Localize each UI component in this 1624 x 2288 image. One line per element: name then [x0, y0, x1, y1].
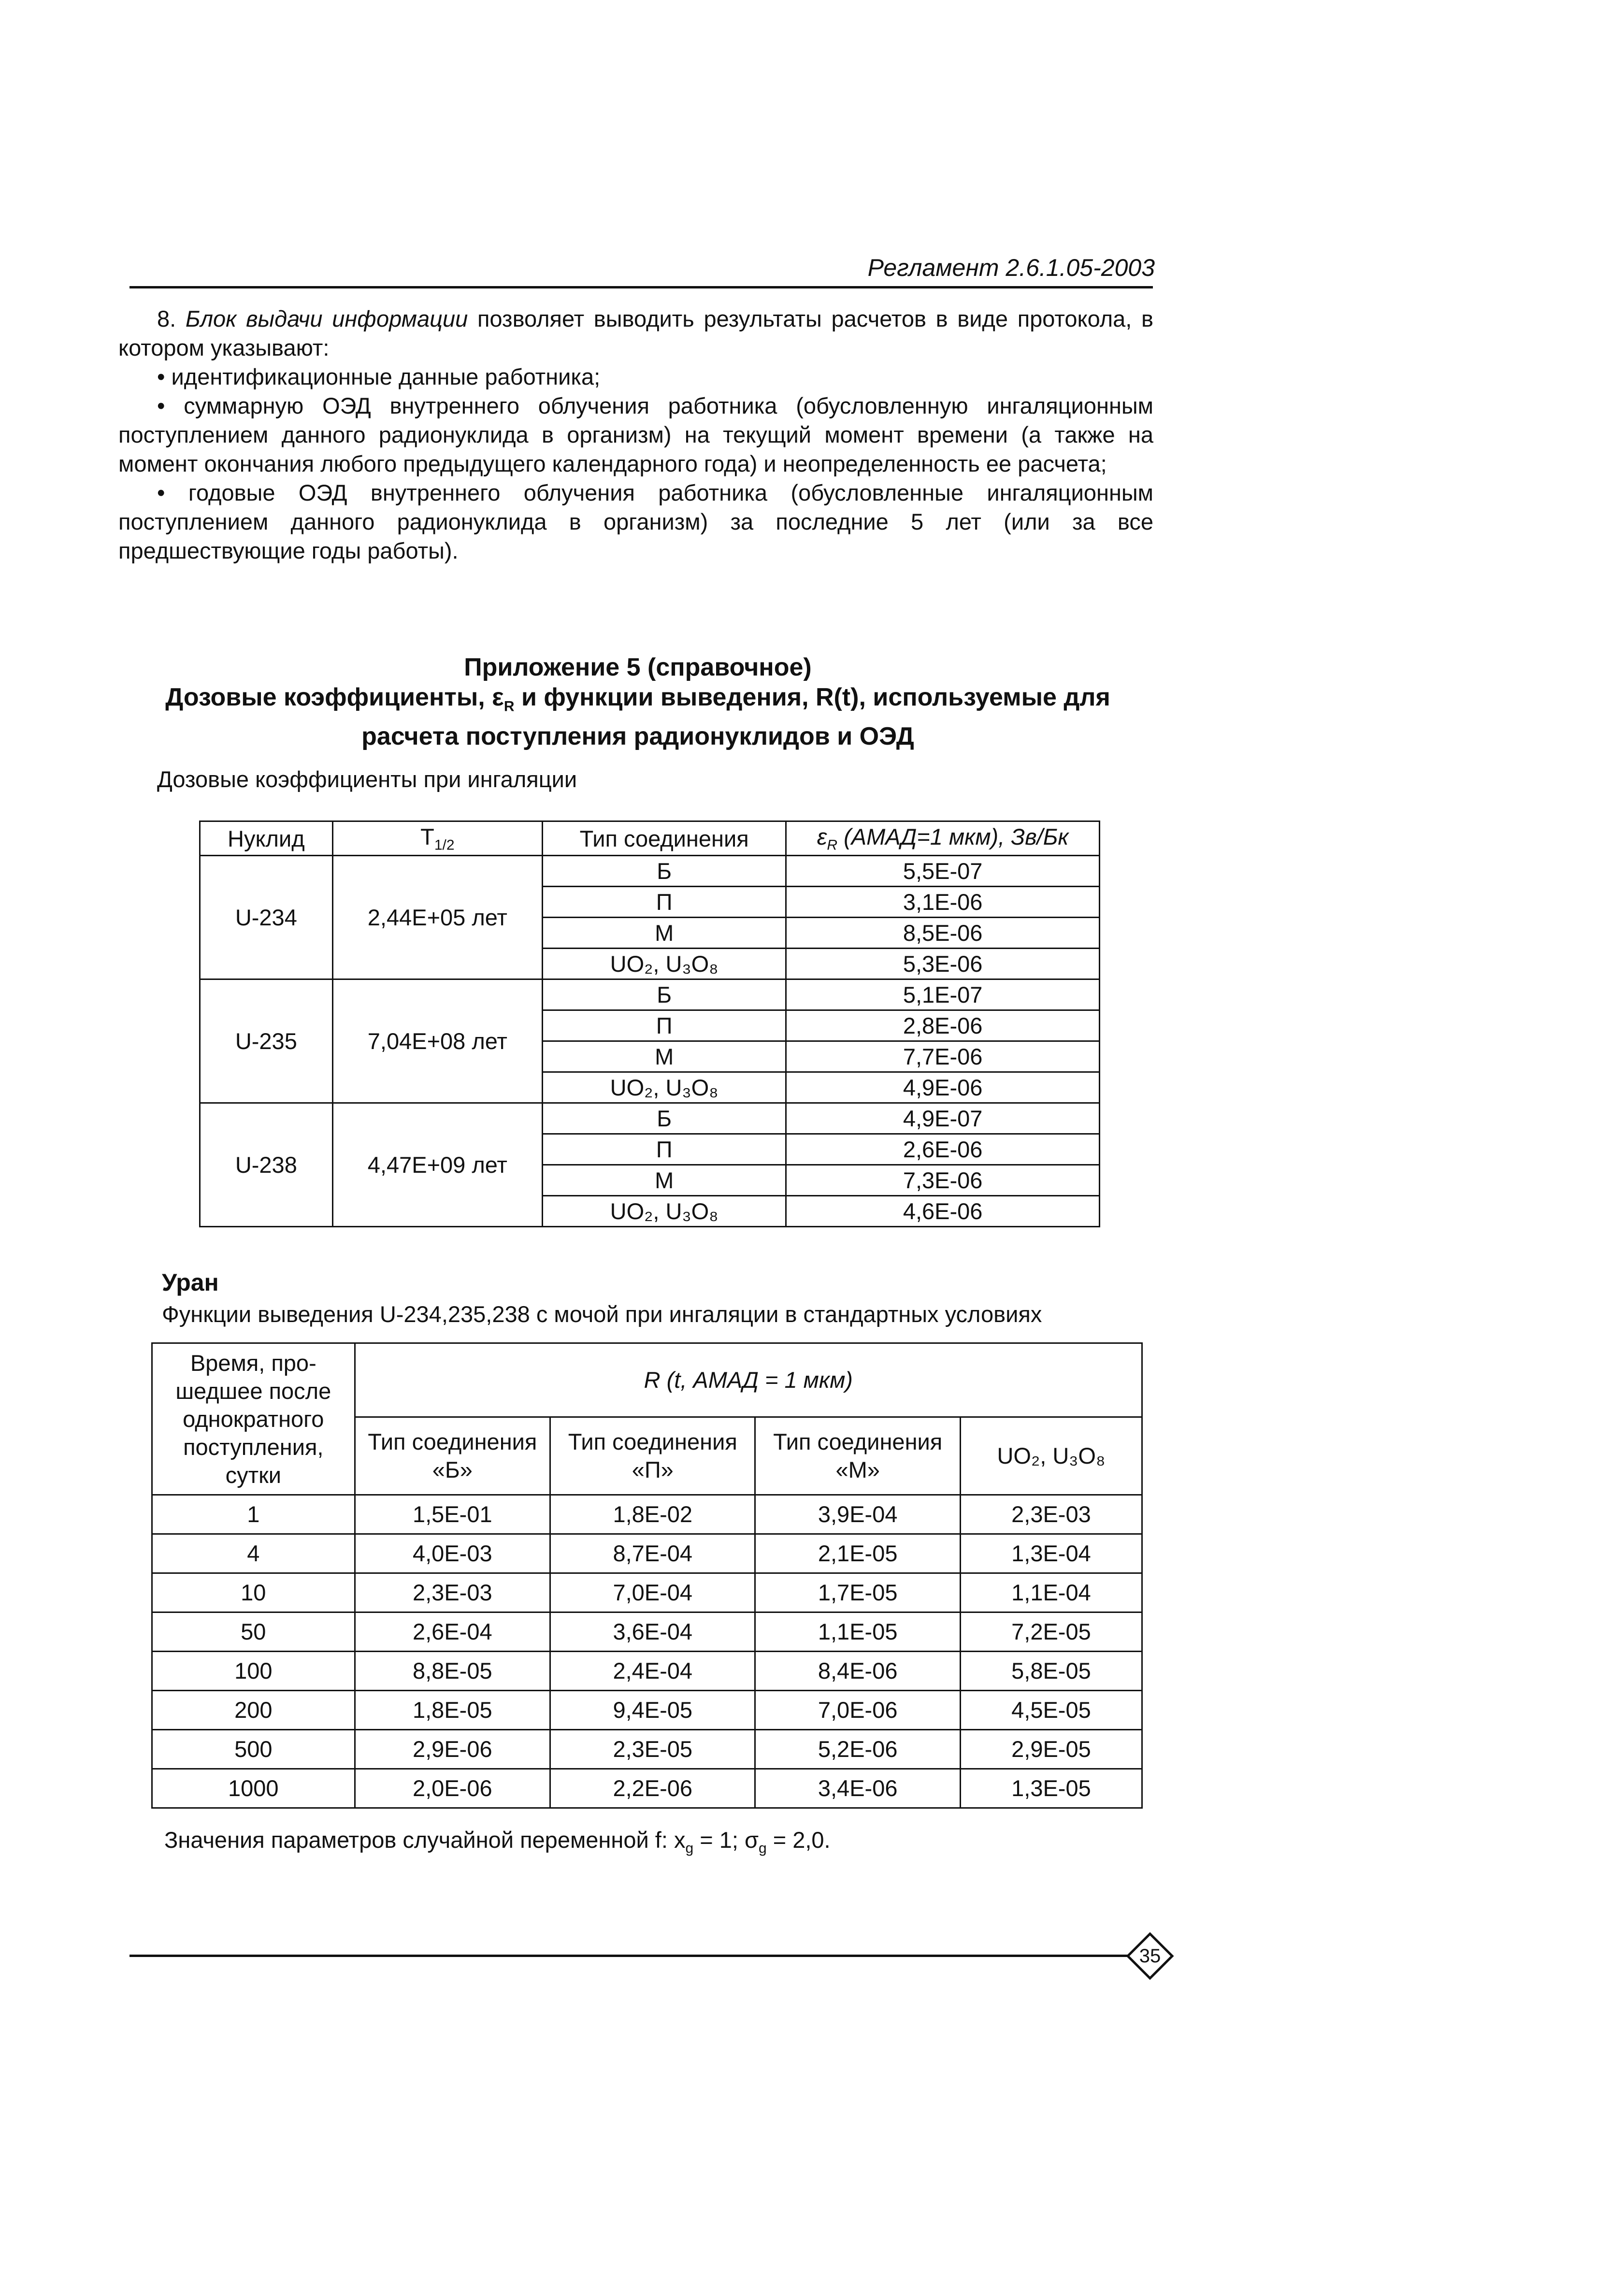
document-header: Регламент 2.6.1.05-2003 [867, 254, 1155, 281]
type-m-cell: 8,4E-06 [755, 1652, 960, 1691]
column-header-type-m: Тип соединения «М» [755, 1417, 960, 1495]
time-cell: 10 [152, 1573, 355, 1612]
type-b-cell: 2,9E-06 [355, 1730, 550, 1769]
time-cell: 1000 [152, 1769, 355, 1808]
body-text [118, 304, 1153, 565]
compound-cell: UO₂, U₃O₈ [543, 949, 786, 979]
oxides-cell: 1,1E-04 [960, 1573, 1142, 1612]
table-row [152, 1612, 1142, 1652]
type-p-cell: 7,0E-04 [550, 1573, 755, 1612]
paragraph-8 [118, 304, 1153, 362]
oxides-cell: 5,8E-05 [960, 1652, 1142, 1691]
type-b-cell: 1,5E-01 [355, 1495, 550, 1534]
dose-coefficient-cell: 3,1E-06 [786, 887, 1100, 918]
column-header-type-p: Тип соединения «П» [550, 1417, 755, 1495]
oxides-cell: 7,2E-05 [960, 1612, 1142, 1652]
column-header-nuclide: Нуклид [200, 821, 333, 856]
oxides-cell: 1,3E-04 [960, 1534, 1142, 1573]
column-group-header: R (t, АМАД = 1 мкм) [355, 1343, 1142, 1417]
half-life-cell: 4,47E+09 лет [332, 1103, 542, 1227]
footnote: Значения параметров случайной переменной f: $x_g = 1$; $\sigma_g = 2,0$. [164, 1827, 831, 1856]
type-p-cell: 8,7E-04 [550, 1534, 755, 1573]
column-header-half-life: $T_{1/2}$ [332, 821, 542, 856]
header-rule [129, 286, 1153, 288]
table-row [152, 1652, 1142, 1691]
type-p-cell: 2,2E-06 [550, 1769, 755, 1808]
nuclide-cell: U-238 [200, 1103, 333, 1227]
table-row [152, 1769, 1142, 1808]
type-b-cell: 1,8E-05 [355, 1691, 550, 1730]
table-row [152, 1691, 1142, 1730]
dose-coefficient-cell: 8,5E-06 [786, 918, 1100, 949]
paragraph-text: позволяет выводить результаты расчетов в виде протокола, в котором указывают: [118, 306, 1154, 360]
nuclide-cell: U-234 [200, 856, 333, 979]
page-number: 35 [1139, 1945, 1161, 1967]
appendix-title [126, 652, 1150, 751]
compound-cell: Б [543, 979, 786, 1010]
dose-coefficient-cell: 2,6E-06 [786, 1134, 1100, 1165]
bullet-item: • годовые ОЭД внутреннего облучения работника (обусловленные ингаляционным поступлением данного радионуклида в организм) за последние 5 лет (или за все предшествующие годы работы). [118, 480, 1153, 563]
dose-coefficient-cell: 5,3E-06 [786, 949, 1100, 979]
table2-caption: Функции выведения U-234,235,238 с мочой при ингаляции в стандартных условиях [162, 1301, 1042, 1327]
column-header-oxides: UO₂, U₃O₈ [960, 1417, 1142, 1495]
time-cell: 1 [152, 1495, 355, 1534]
time-cell: 50 [152, 1612, 355, 1652]
dose-coefficient-cell: 7,7E-06 [786, 1041, 1100, 1072]
compound-cell: М [543, 918, 786, 949]
type-p-cell: 9,4E-05 [550, 1691, 755, 1730]
time-cell: 200 [152, 1691, 355, 1730]
table-row [152, 1495, 1142, 1534]
compound-cell: П [543, 1134, 786, 1165]
appendix-heading: Приложение 5 (справочное) [464, 653, 812, 681]
footer-rule [129, 1955, 1132, 1957]
type-p-cell: 3,6E-04 [550, 1612, 755, 1652]
oxides-cell: 2,3E-03 [960, 1495, 1142, 1534]
type-b-cell: 2,6E-04 [355, 1612, 550, 1652]
column-header-dose-coefficient: $\varepsilon_R$ (АМАД=1 мкм), Зв/Бк [786, 821, 1100, 856]
compound-cell: М [543, 1041, 786, 1072]
dose-coefficient-cell: 4,9E-06 [786, 1072, 1100, 1103]
bullet-item: • суммарную ОЭД внутреннего облучения работника (обусловленную ингаляционным поступлением данного радионуклида в организм) на текущий момент времени (а также на момент окончания любого предыдущего календарного года) и неопределенность ее расчета; [118, 393, 1153, 476]
uranium-heading: Уран [162, 1269, 219, 1296]
page-number-badge [1126, 1932, 1174, 1980]
column-header-compound: Тип соединения [543, 821, 786, 856]
time-cell: 100 [152, 1652, 355, 1691]
type-m-cell: 3,9E-04 [755, 1495, 960, 1534]
type-p-cell: 2,4E-04 [550, 1652, 755, 1691]
type-b-cell: 4,0E-03 [355, 1534, 550, 1573]
oxides-cell: 4,5E-05 [960, 1691, 1142, 1730]
table-row [152, 1534, 1142, 1573]
dose-coefficient-cell: 7,3E-06 [786, 1165, 1100, 1196]
half-life-cell: 2,44E+05 лет [332, 856, 542, 979]
type-m-cell: 1,7E-05 [755, 1573, 960, 1612]
paragraph-number: 8. [157, 306, 176, 331]
type-b-cell: 8,8E-05 [355, 1652, 550, 1691]
dose-coefficients-body [200, 856, 1100, 1227]
dose-coefficients-table [199, 820, 1100, 1227]
time-cell: 4 [152, 1534, 355, 1573]
compound-cell: П [543, 1010, 786, 1041]
type-b-cell: 2,0E-06 [355, 1769, 550, 1808]
type-b-cell: 2,3E-03 [355, 1573, 550, 1612]
type-m-cell: 1,1E-05 [755, 1612, 960, 1652]
bullet-item: • идентификационные данные работника; [157, 364, 601, 389]
table-row [152, 1730, 1142, 1769]
compound-cell: Б [543, 1103, 786, 1134]
appendix-subheading-2: расчета поступления радионуклидов и ОЭД [361, 722, 914, 751]
paragraph-emphasis: Блок выдачи информации [185, 306, 468, 331]
dose-coefficient-cell: 5,1E-07 [786, 979, 1100, 1010]
type-m-cell: 2,1E-05 [755, 1534, 960, 1573]
dose-coefficient-cell: 5,5E-07 [786, 856, 1100, 887]
column-header-type-b: Тип соединения «Б» [355, 1417, 550, 1495]
compound-cell: UO₂, U₃O₈ [543, 1196, 786, 1227]
compound-cell: М [543, 1165, 786, 1196]
type-p-cell: 1,8E-02 [550, 1495, 755, 1534]
table-row [200, 856, 1100, 887]
nuclide-cell: U-235 [200, 979, 333, 1103]
time-cell: 500 [152, 1730, 355, 1769]
dose-coefficient-cell: 2,8E-06 [786, 1010, 1100, 1041]
excretion-functions-table [151, 1342, 1143, 1809]
table-row [200, 1103, 1100, 1134]
appendix-subheading: Дозовые коэффициенты, $\varepsilon_R$ и функции выведения, R(t), используемые для [165, 683, 1110, 715]
column-header-time: Время, про- шедшее после однократного поступления, сутки [152, 1343, 355, 1495]
type-m-cell: 5,2E-06 [755, 1730, 960, 1769]
type-p-cell: 2,3E-05 [550, 1730, 755, 1769]
compound-cell: П [543, 887, 786, 918]
excretion-functions-body [152, 1495, 1142, 1808]
table-row [200, 979, 1100, 1010]
dose-coefficient-cell: 4,9E-07 [786, 1103, 1100, 1134]
dose-coefficient-cell: 4,6E-06 [786, 1196, 1100, 1227]
type-m-cell: 3,4E-06 [755, 1769, 960, 1808]
oxides-cell: 2,9E-05 [960, 1730, 1142, 1769]
table-row [152, 1573, 1142, 1612]
oxides-cell: 1,3E-05 [960, 1769, 1142, 1808]
compound-cell: Б [543, 856, 786, 887]
half-life-cell: 7,04E+08 лет [332, 979, 542, 1103]
table1-caption: Дозовые коэффициенты при ингаляции [157, 766, 577, 792]
compound-cell: UO₂, U₃O₈ [543, 1072, 786, 1103]
type-m-cell: 7,0E-06 [755, 1691, 960, 1730]
